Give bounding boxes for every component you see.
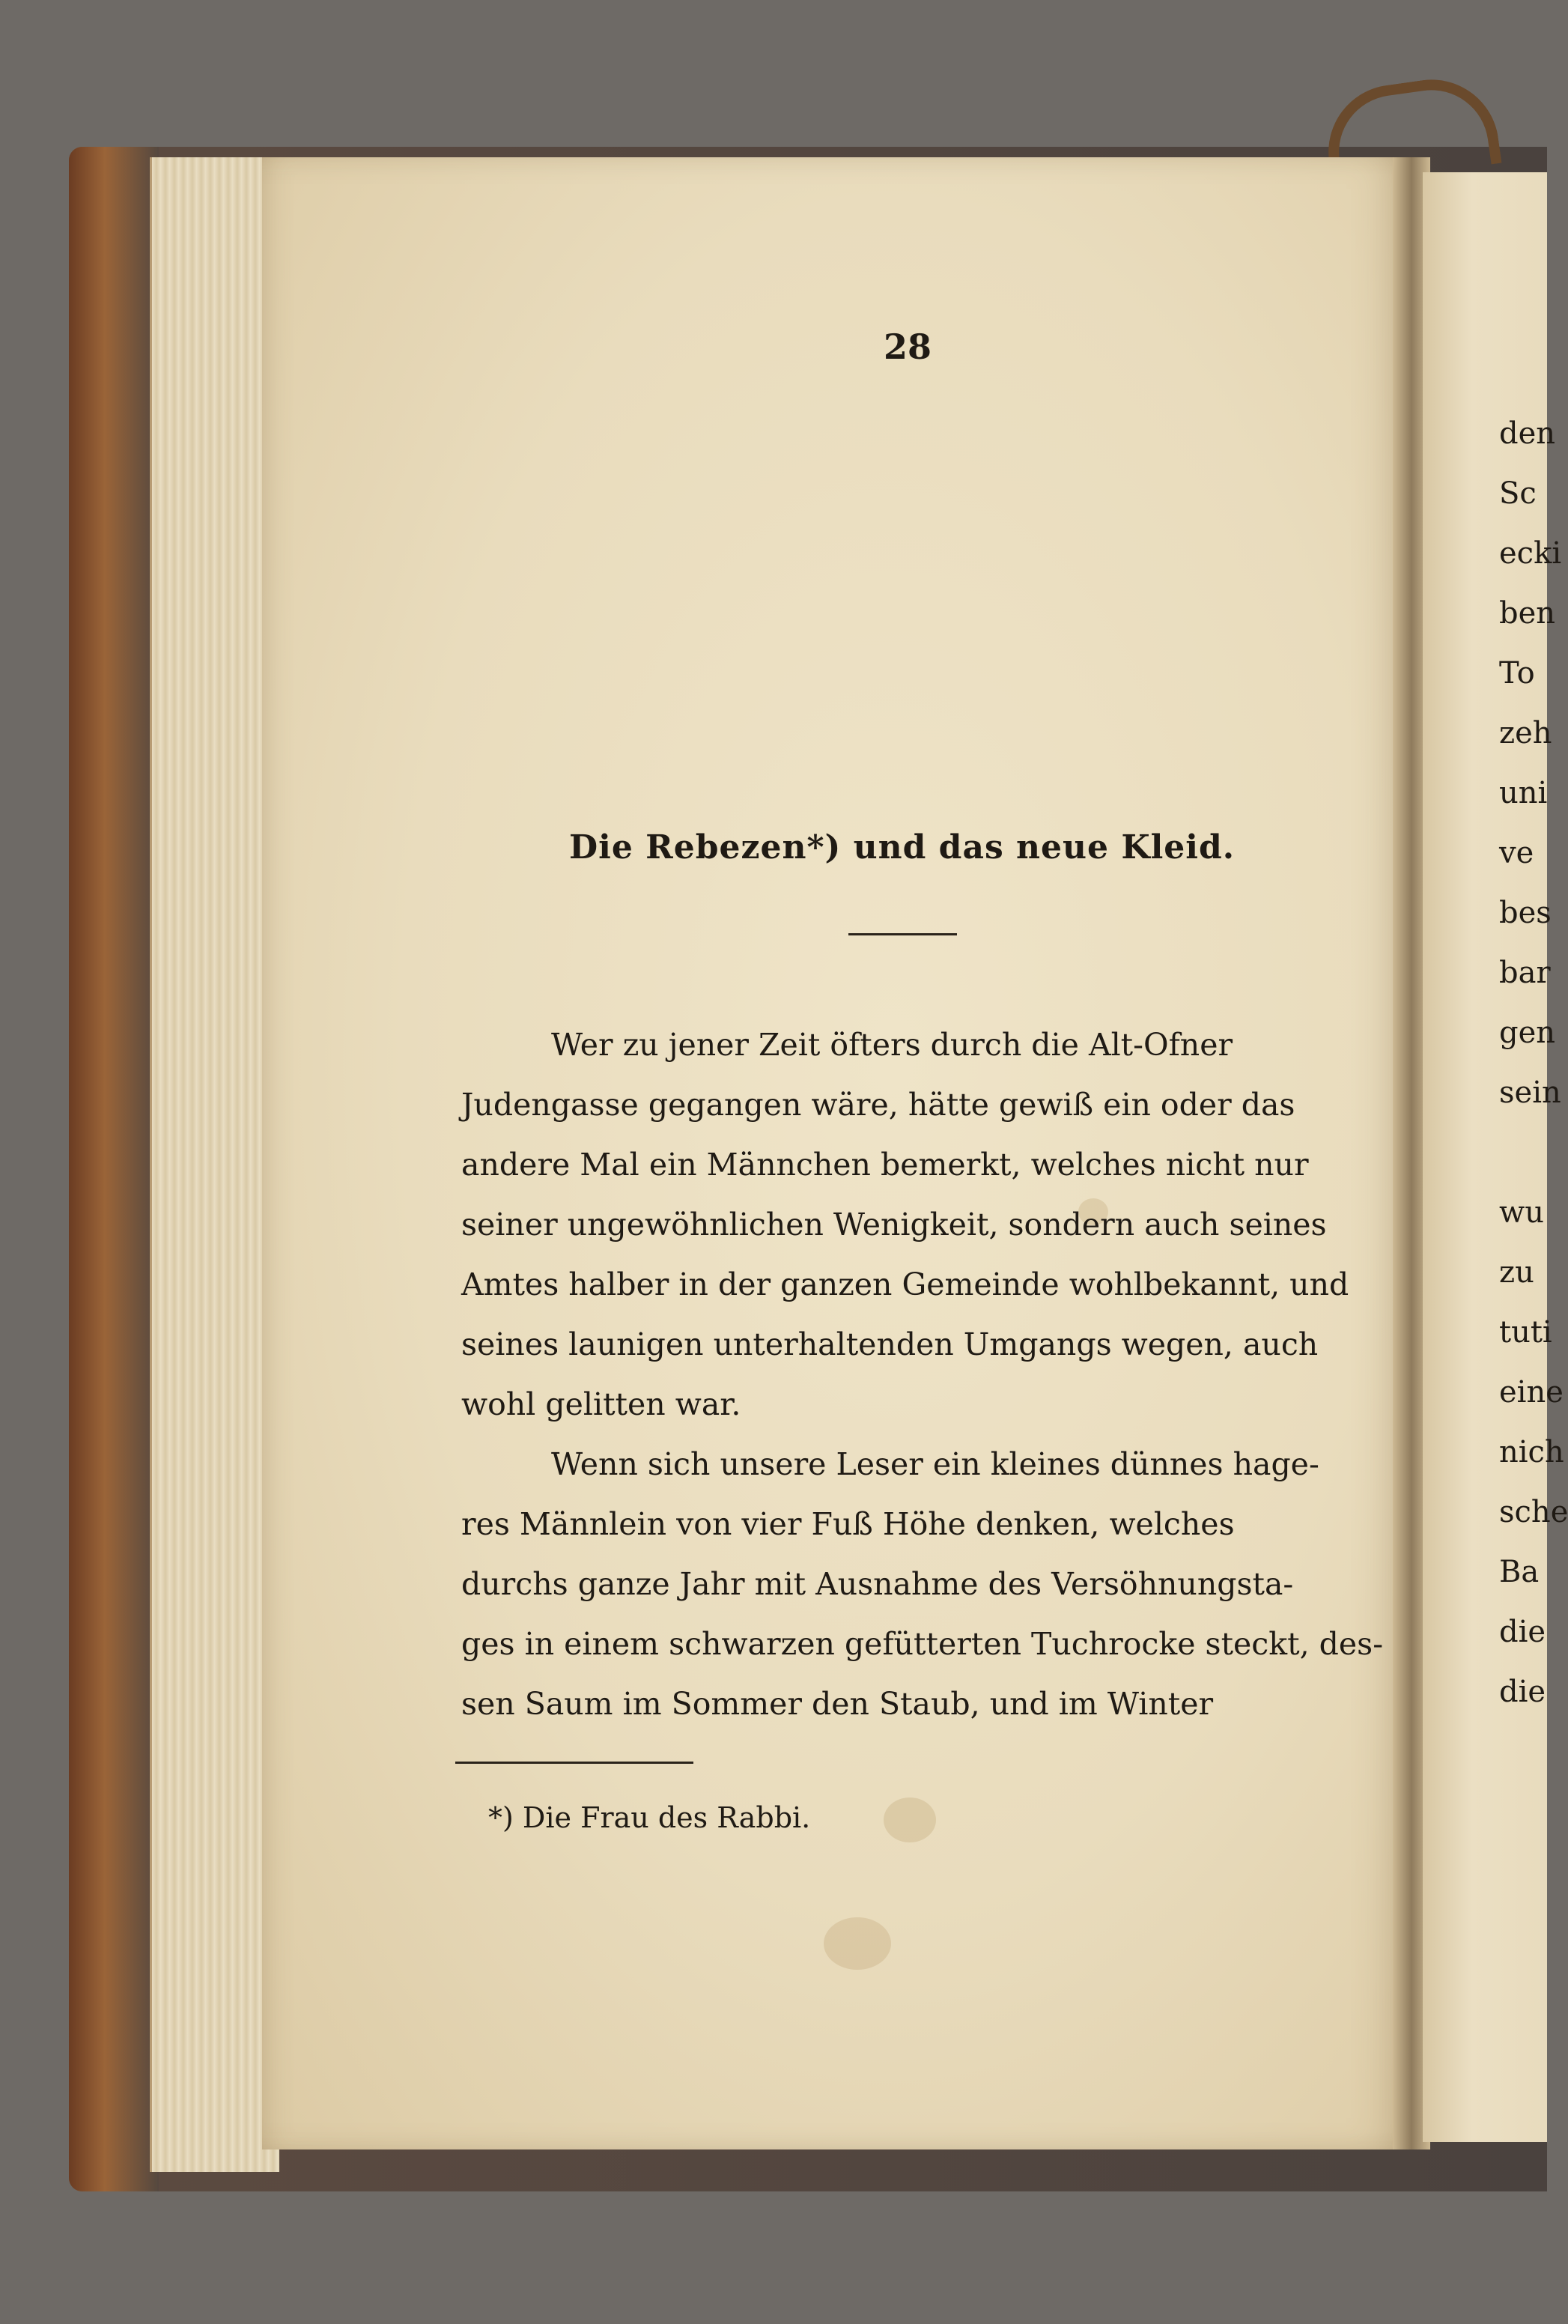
facing-word: ben: [1499, 596, 1556, 631]
facing-word: zu: [1499, 1255, 1534, 1290]
facing-word: die: [1499, 1615, 1546, 1649]
text-line: wohl gelitten war.: [461, 1386, 741, 1422]
facing-word: ecki: [1499, 536, 1562, 571]
facing-word: wu: [1499, 1195, 1544, 1230]
footnote-rule: [455, 1762, 693, 1764]
heading-rule: [848, 933, 957, 935]
facing-word: sein: [1499, 1075, 1561, 1110]
text-line: sen Saum im Sommer den Staub, und im Winter: [461, 1686, 1214, 1722]
paper-stain: [884, 1797, 936, 1842]
facing-word: zeh: [1499, 716, 1552, 750]
facing-word: eine: [1499, 1375, 1564, 1410]
text-line: seiner ungewöhnlichen Wenigkeit, sondern auch seines: [461, 1207, 1327, 1243]
facing-word: ve: [1499, 836, 1534, 870]
text-line: Wenn sich unsere Leser ein kleines dünnes hage-: [551, 1446, 1319, 1482]
facing-word: sche: [1499, 1495, 1568, 1529]
facing-page-text: [1499, 0, 1568, 1872]
facing-word: tuti: [1499, 1315, 1552, 1350]
book-spine: [69, 147, 159, 2191]
facing-word: Sc: [1499, 476, 1537, 511]
facing-word: bar: [1499, 956, 1551, 990]
text-line: andere Mal ein Männchen bemerkt, welches nicht nur: [461, 1147, 1309, 1183]
page-number: 28: [884, 327, 932, 367]
text-line: Judengasse gegangen wäre, hätte gewiß ein oder das: [461, 1087, 1295, 1123]
facing-word: den: [1499, 416, 1556, 451]
paper-stain: [824, 1917, 891, 1970]
facing-word: nich: [1499, 1435, 1564, 1469]
text-line: Amtes halber in der ganzen Gemeinde wohlbekannt, und: [461, 1266, 1349, 1302]
facing-word: To: [1499, 656, 1535, 691]
facing-word: uni: [1499, 776, 1548, 810]
facing-word: gen: [1499, 1016, 1556, 1050]
text-line: durchs ganze Jahr mit Ausnahme des Versöhnungsta-: [461, 1566, 1294, 1602]
footnote: *) Die Frau des Rabbi.: [488, 1801, 811, 1834]
facing-word: Ba: [1499, 1555, 1540, 1589]
text-line: ges in einem schwarzen gefütterten Tuchrocke steckt, des-: [461, 1626, 1384, 1662]
page-edges: [150, 157, 279, 2172]
facing-word: die: [1499, 1675, 1546, 1709]
text-line: res Männlein von vier Fuß Höhe denken, welches: [461, 1506, 1235, 1542]
text-line: Wer zu jener Zeit öfters durch die Alt-Ofner: [551, 1027, 1233, 1063]
chapter-heading: Die Rebezen*) und das neue Kleid.: [569, 828, 1236, 867]
text-line: seines launigen unterhaltenden Umgangs wegen, auch: [461, 1326, 1319, 1362]
facing-word: bes: [1499, 896, 1552, 930]
